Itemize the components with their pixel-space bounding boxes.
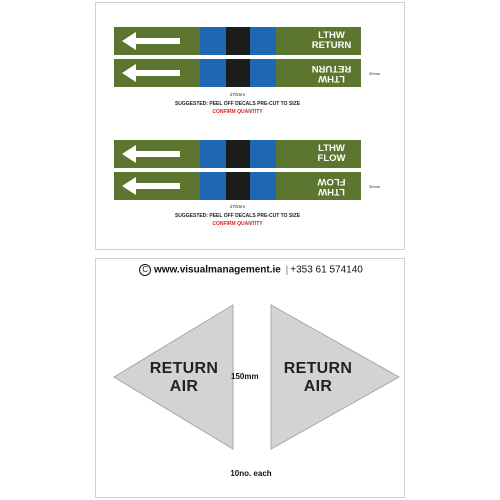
copyright-icon: C [139,264,151,276]
marker-blue-band [200,172,226,200]
suggestion-note: SUGGESTED: PEEL OFF DECALS PRE-CUT TO SIZE [174,213,301,219]
marker-blue-band [200,140,226,168]
contact-separator: | [285,264,289,276]
marker-blue-band [200,59,226,87]
left-sign-label [144,360,224,396]
website-text: www.visualmanagement.ie [153,264,281,276]
marker-label [302,27,361,55]
pipe-marker-sheet [95,2,405,250]
left-arrow-icon [122,176,182,196]
marker-blue-band [250,140,276,168]
marker-label-line2: FLOW [317,153,346,164]
marker-label-inverted [302,172,361,200]
marker-blue-band [250,59,276,87]
marker-height-dimension: 30mm [369,184,381,189]
marker-label-line1: LTHW [318,30,345,41]
marker-label-line1: LTHW [318,73,345,84]
marker-width-dimension: 270mm [229,92,245,97]
marker-black-band [226,59,250,87]
lthw-return-marker-inverted [114,59,361,87]
marker-label-line2: RETURN [311,40,352,51]
sign-label-line1: RETURN [149,360,219,377]
left-arrow-icon [122,63,182,83]
suggestion-note: SUGGESTED: PEEL OFF DECALS PRE-CUT TO SIZE [174,101,301,107]
sign-size-dimension: 150mm [231,372,259,381]
marker-label-line2: FLOW [317,176,346,187]
marker-label-line1: LTHW [318,186,345,197]
left-arrow-icon [122,31,182,51]
marker-label [302,140,361,168]
confirm-quantity-note: CONFIRM QUANTITY [212,221,263,227]
marker-black-band [226,140,250,168]
marker-black-band [226,27,250,55]
marker-label-line2: RETURN [311,63,352,74]
right-sign-label [278,360,358,396]
sign-label-line1: RETURN [283,360,353,377]
marker-height-dimension: 30mm [369,71,381,76]
marker-blue-band [250,172,276,200]
left-arrow-icon [122,144,182,164]
phone-text: +353 61 574140 [290,264,363,276]
confirm-quantity-note: CONFIRM QUANTITY [212,109,263,115]
sign-label-line2: AIR [169,378,199,395]
lthw-flow-marker [114,140,361,168]
marker-label-line1: LTHW [318,143,345,154]
marker-black-band [226,172,250,200]
lthw-return-marker [114,27,361,55]
quantity-label: 10no. each [230,469,272,478]
marker-label-inverted [302,59,361,87]
marker-blue-band [250,27,276,55]
marker-width-dimension: 270mm [229,204,245,209]
lthw-flow-marker-inverted [114,172,361,200]
marker-blue-band [200,27,226,55]
sign-label-line2: AIR [303,378,333,395]
return-air-sign-sheet [95,258,405,498]
